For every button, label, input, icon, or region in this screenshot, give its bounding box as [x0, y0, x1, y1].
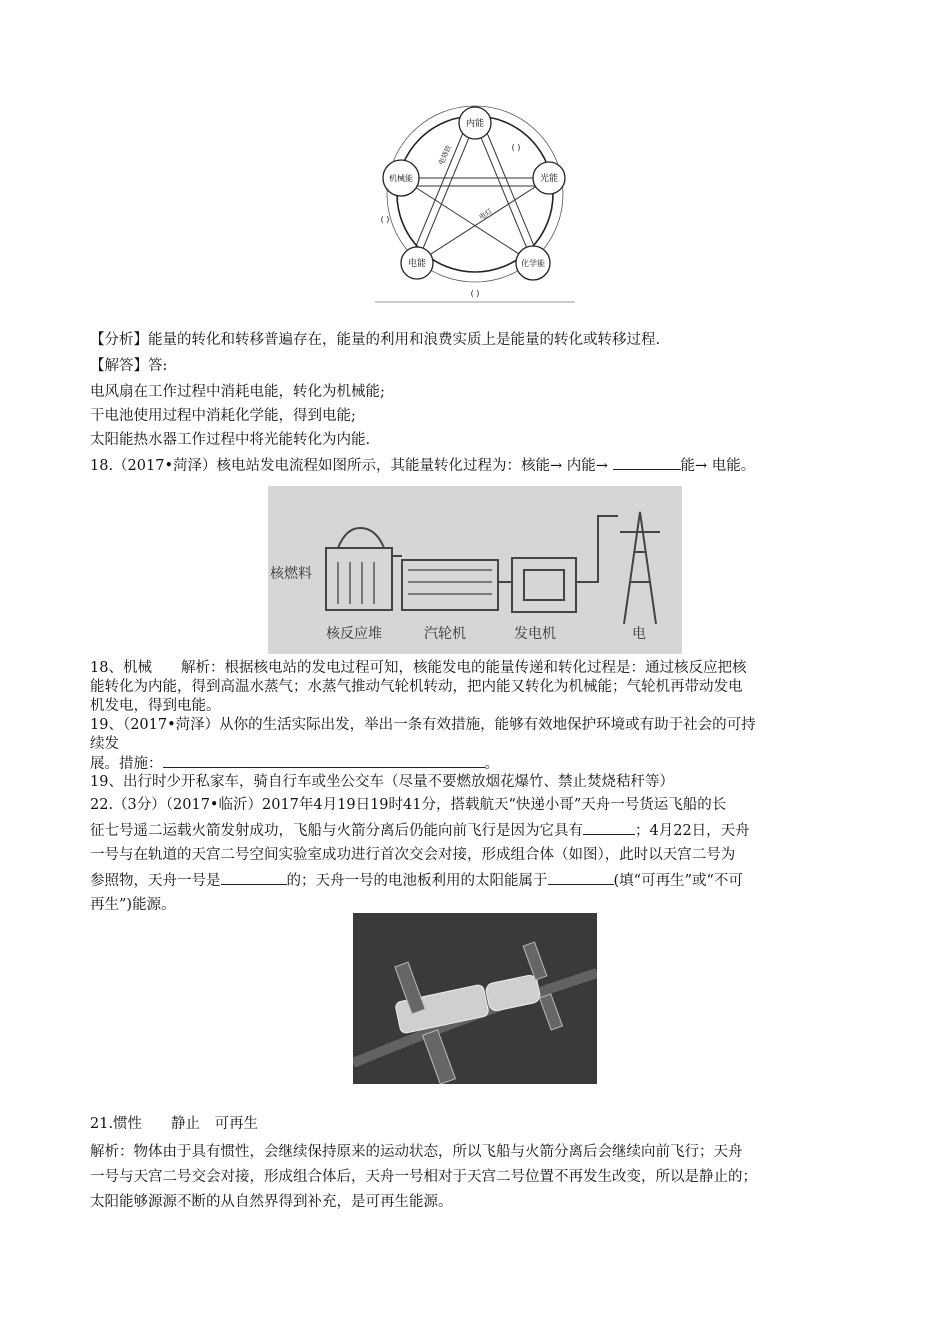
question-text: 。: [484, 756, 499, 772]
answer-blank: [613, 455, 681, 470]
answer-blank: [548, 870, 614, 885]
question-19: 19、（2017•菏泽）从你的生活实际出发，举出一条有效措施，能够有效地保护环境或有助于社会的可持: [90, 717, 756, 733]
question-22: 一号与在轨道的天宫二号空间实验室成功进行首次交会对接，形成组合体（如图），此时以天宫二号为: [90, 847, 736, 863]
question-19: 续发: [90, 736, 119, 752]
solution-heading: 【解答】答:: [90, 358, 168, 374]
answer-19: 19、出行时少开私家车，骑自行车或坐公交车（尽量不要燃放烟花爆竹、禁止焚烧秸秆等）: [90, 774, 674, 790]
question-text: (填“可再生”或“不可: [613, 873, 743, 889]
answer-line: 干电池使用过程中消耗化学能，得到电能;: [90, 408, 356, 424]
answer-18: 18、机械 解析：根据核电站的发电过程可知，核能发电的能量传递和转化过程是：通过核反应把核: [90, 660, 747, 676]
edge-label: 电灯: [477, 207, 494, 222]
answer-18: 能转化为内能，得到高温水蒸气；水蒸气推动气轮机转动，把内能又转化为机械能；气轮机再带动发电: [90, 679, 743, 695]
node-label: 电能: [407, 259, 427, 269]
question-text: 18.（2017•菏泽）核电站发电流程如图所示，其能量转化过程为：核能→ 内能→: [90, 458, 613, 474]
question-text: 征七号遥二运载火箭发射成功，飞船与火箭分离后仍能向前飞行是因为它具有: [90, 823, 583, 839]
node-label: 化学能: [521, 259, 545, 268]
node-label: 内能: [465, 119, 485, 129]
blank-mark: ( ): [511, 143, 521, 152]
answer-21: 一号与天宫二号交会对接，形成组合体后，天舟一号相对于天宫二号位置不再发生改变，所以是静止的；: [90, 1169, 757, 1185]
answer-21: 21.惯性 静止 可再生: [90, 1116, 259, 1132]
question-19: [90, 753, 499, 774]
question-22: 再生”)能源。: [90, 897, 176, 913]
question-text: ；4月22日，天舟: [635, 823, 750, 839]
answer-18: 机发电，得到电能。: [90, 698, 221, 714]
node-label: 机械能: [389, 174, 413, 183]
question-text: 参照物，天舟一号是: [90, 873, 221, 889]
answer-line: 电风扇在工作过程中消耗电能，转化为机械能;: [90, 384, 385, 400]
question-text: 能→ 电能。: [680, 458, 756, 474]
question-22: [90, 820, 750, 841]
energy-conversion-diagram: [375, 98, 575, 304]
blank-mark: ( ): [380, 215, 390, 224]
question-18: [90, 455, 755, 476]
fig-label: 核反应堆: [326, 626, 382, 642]
edge-label: 电烙铁: [437, 143, 454, 167]
question-text: 展。措施：: [90, 756, 163, 772]
fig-label: 电: [632, 626, 646, 642]
answer-21: 太阳能够源源不断的从自然界得到补充，是可再生能源。: [90, 1194, 453, 1210]
answer-blank: [583, 820, 635, 835]
blank-mark: ( ): [470, 289, 480, 298]
question-22: 22.（3分）（2017•临沂）2017年4月19日19时41分，搭载航天“快递小哥”天舟一号货运飞船的长: [90, 797, 727, 813]
question-22: [90, 870, 743, 891]
nuclear-plant-figure: [268, 486, 682, 654]
fig-label: 发电机: [514, 626, 556, 642]
spacecraft-docking-photo: [353, 913, 597, 1084]
analysis-text: 【分析】能量的转化和转移普遍存在，能量的利用和浪费实质上是能量的转化或转移过程.: [90, 332, 661, 348]
fig-label: 汽轮机: [424, 626, 466, 642]
answer-21: 解析：物体由于具有惯性，会继续保持原来的运动状态，所以飞船与火箭分离后会继续向前飞行；天舟: [90, 1144, 743, 1160]
fig-label: 核燃料: [270, 566, 312, 582]
node-label: 光能: [539, 174, 559, 184]
answer-blank: [163, 753, 485, 768]
answer-blank: [221, 870, 287, 885]
answer-line: 太阳能热水器工作过程中将光能转化为内能.: [90, 432, 371, 448]
question-text: 的；天舟一号的电池板利用的太阳能属于: [286, 873, 548, 889]
